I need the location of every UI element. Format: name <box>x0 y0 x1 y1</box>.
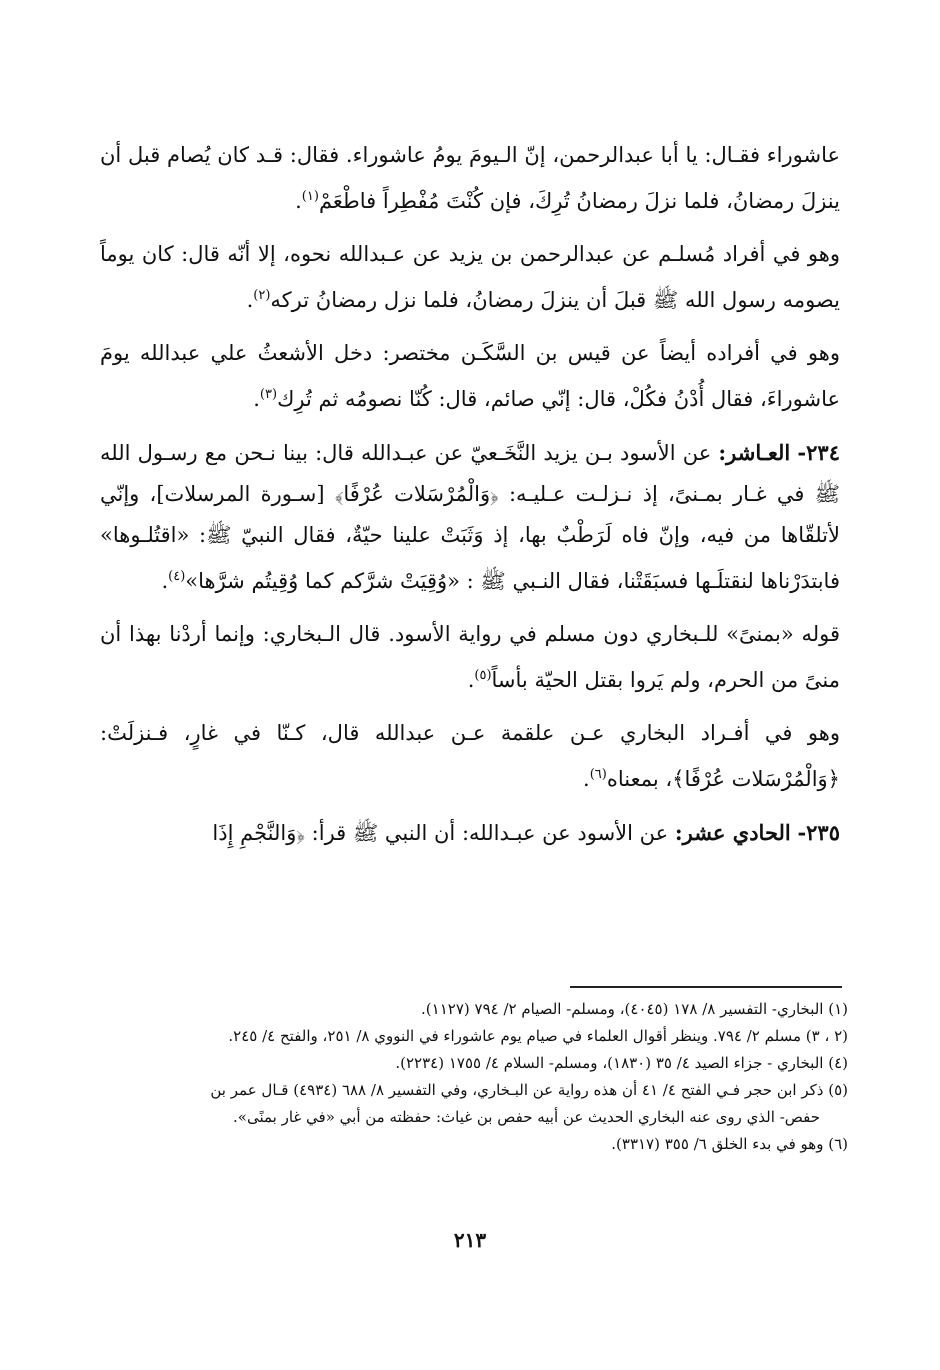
footnote-5-continued: حفص- الذي روى عنه البخاري الحديث عن أبيه حفص بن غياث: حفظته من أبي «في غار بمنًى». <box>233 1108 820 1126</box>
footnotes <box>100 996 848 1158</box>
footnote-6: (٦) وهو في بدء الخلق ٦/ ٣٥٥ (٣٣١٧). <box>611 1135 848 1153</box>
paragraph-text: عاشوراء فقـال: يا أبا عبدالرحمن، إنّ الـيومَ يومُ عاشوراء. فقال: قـد كان يُصام قبل أن ينزلَ رمضانُ، فلما نزلَ رمضانُ تُرِكَ، فإن كُنْتَ مُفْطِراً فاطْعَمْ <box>100 143 840 213</box>
footnote-1: (١) البخاري- التفسير ٨/ ١٧٨ (٤٠٤٥)، ومسلم- الصيام ٢/ ٧٩٤ (١١٢٧). <box>421 1000 848 1018</box>
footnote-marker: (٦) <box>589 767 607 782</box>
page-number: ٢١٣ <box>453 1228 487 1252</box>
hadith-number: ٢٣٤- <box>797 440 840 465</box>
paragraph-ashura-1: عاشوراء فقـال: يا أبا عبدالرحمن، إنّ الـيومَ يومُ عاشوراء. فقال: قـد كان يُصام قبل أن ينزلَ رمضانُ، فلما نزلَ رمضانُ تُرِكَ، فإن كُنْتَ مُفْطِراً فاطْعَمْ$^{(١)}$. <box>100 143 840 213</box>
paragraph-text: قوله «بمنىً» للـبخاري دون مسلم في رواية الأسود. قال الـبخاري: وإنما أردْنا بهذا أن منىً من الحرم، ولم يَروا بقتل الحيّة بأساً <box>100 622 840 692</box>
footnote-marker: (٥) <box>474 668 492 683</box>
paragraph-text: وهو في أفراده أيضاً عن قيس بن السَّكَـن مختصر: دخل الأشعثُ علي عبدالله يومَ عاشوراءَ، فقال أُدْنُ فكُلْ، قال: إنّي صائم، قال: كُنّا نصومُه ثم تُرِك <box>100 341 840 411</box>
footnote-marker: (١) <box>301 189 319 204</box>
footnote-separator <box>570 986 842 988</box>
hadith-234: ٢٣٤- العـاشر: عن الأسود بـن يزيد النَّخَـعيّ عن عبـدالله قال: بينا نـحن مع رسـول الله ﷺ في غـار بمـنىً، إذ نـزلـت عـليـه: ﴿وَالْمُرْسَلات عُرْفًا﴾ [سـورة المرسلات]، وإنّي لأتلقّاها من فيه، وإنّ فاه لَرَطْبٌ بها، إذ وَثَبَتْ علينا حيّةٌ، فقال النبيّ ﷺ: «اقتُلـوها» فابتدَرْناها لنقتلَـها فسبَقَتْنا، فقال النـبي ﷺ : «وُقِيَتْ شرَّكم كما وُقِيتُم شرَّها»$^{(٤)}$. <box>100 440 840 593</box>
paragraph-bukhari-afrad: وهو في أفـراد البخاري عـن علقمة عـن عبدالله قال، كـنّا في غارٍ، فـنزلَتْ: ﴿وَالْمُرْسَلات عُرْفًا﴾، بمعناه$^{(٦)}$. <box>100 721 840 791</box>
footnote-marker: (٢) <box>253 288 271 303</box>
main-text <box>100 135 840 866</box>
paragraph-muslim-afrad: وهو في أفراد مُسلـم عن عبدالرحمن بن يزيد عن عـبدالله نحوه، إلا أنّه قال: كان يوماً يصومه رسول الله ﷺ قبلَ أن ينزلَ رمضانُ، فلما نزل رمضانُ تركه$^{(٢)}$. <box>100 242 840 312</box>
paragraph-qays: وهو في أفراده أيضاً عن قيس بن السَّكَـن مختصر: دخل الأشعثُ علي عبدالله يومَ عاشوراءَ، فقال أُدْنُ فكُلْ، قال: إنّي صائم، قال: كُنّا نصومُه ثم تُرِك$^{(٣)}$. <box>100 341 840 411</box>
paragraph-bimina: قوله «بمنىً» للـبخاري دون مسلم في رواية الأسود. قال الـبخاري: وإنما أردْنا بهذا أن منىً من الحرم، ولم يَروا بقتل الحيّة بأساً$^{(٥)}$. <box>100 622 840 692</box>
footnote-5: (٥) ذكر ابن حجر فـي الفتح ٤/ ٤١ أن هذه رواية عن البـخاري، وفي التفسير ٨/ ٦٨٨ (٤٩٣٤) قـال عمر بن <box>210 1081 848 1099</box>
hadith-label: الحادي عشر: <box>674 820 791 845</box>
footnote-marker: (٣) <box>259 387 278 402</box>
hadith-235 <box>100 812 840 854</box>
footnote-2-3: (٢ ، ٣) مسلم ٢/ ٧٩٤. وينظر أقوال العلماء في صيام يوم عاشوراء في النووي ٨/ ٢٥١، والفتح ٤/ ٢٤٥. <box>228 1027 848 1045</box>
paragraph-text: عن الأسود عن عبـدالله: أن النبي ﷺ قرأ: ﴿وَالنَّجْمِ إِذَا <box>212 821 669 845</box>
hadith-label: العـاشر: <box>718 440 791 465</box>
footnote-4: (٤) البخاري - جزاء الصيد ٤/ ٣٥ (١٨٣٠)، ومسلم- السلام ٤/ ١٧٥٥ (٢٢٣٤). <box>395 1054 848 1072</box>
paragraph-text: وهو في أفراد مُسلـم عن عبدالرحمن بن يزيد عن عـبدالله نحوه، إلا أنّه قال: كان يوماً يصومه رسول الله ﷺ قبلَ أن ينزلَ رمضانُ، فلما نزل رمضانُ تركه <box>100 242 840 312</box>
hadith-number: ٢٣٥- <box>797 820 840 845</box>
footnote-marker: (٤) <box>168 569 186 584</box>
paragraph-text: وهو في أفـراد البخاري عـن علقمة عـن عبدالله قال، كـنّا في غارٍ، فـنزلَتْ: ﴿وَالْمُرْسَلات عُرْفًا﴾، بمعناه <box>100 721 840 791</box>
paragraph-text: عن الأسود بـن يزيد النَّخَـعيّ عن عبـدالله قال: بينا نـحن مع رسـول الله ﷺ في غـار بمـنىً، إذ نـزلـت عـليـه: ﴿وَالْمُرْسَلات عُرْفًا﴾ [سـورة المرسلات]، وإنّي لأتلقّاها من فيه، وإنّ فاه لَرَطْبٌ بها، إذ وَثَبَتْ علينا حيّةٌ، فقال النبيّ ﷺ: «اقتُلـوها» فابتدَرْناها لنقتلَـها فسبَقَتْنا، فقال النـبي ﷺ : «وُقِيَتْ شرَّكم كما وُقِيتُم شرَّها» <box>100 441 840 593</box>
